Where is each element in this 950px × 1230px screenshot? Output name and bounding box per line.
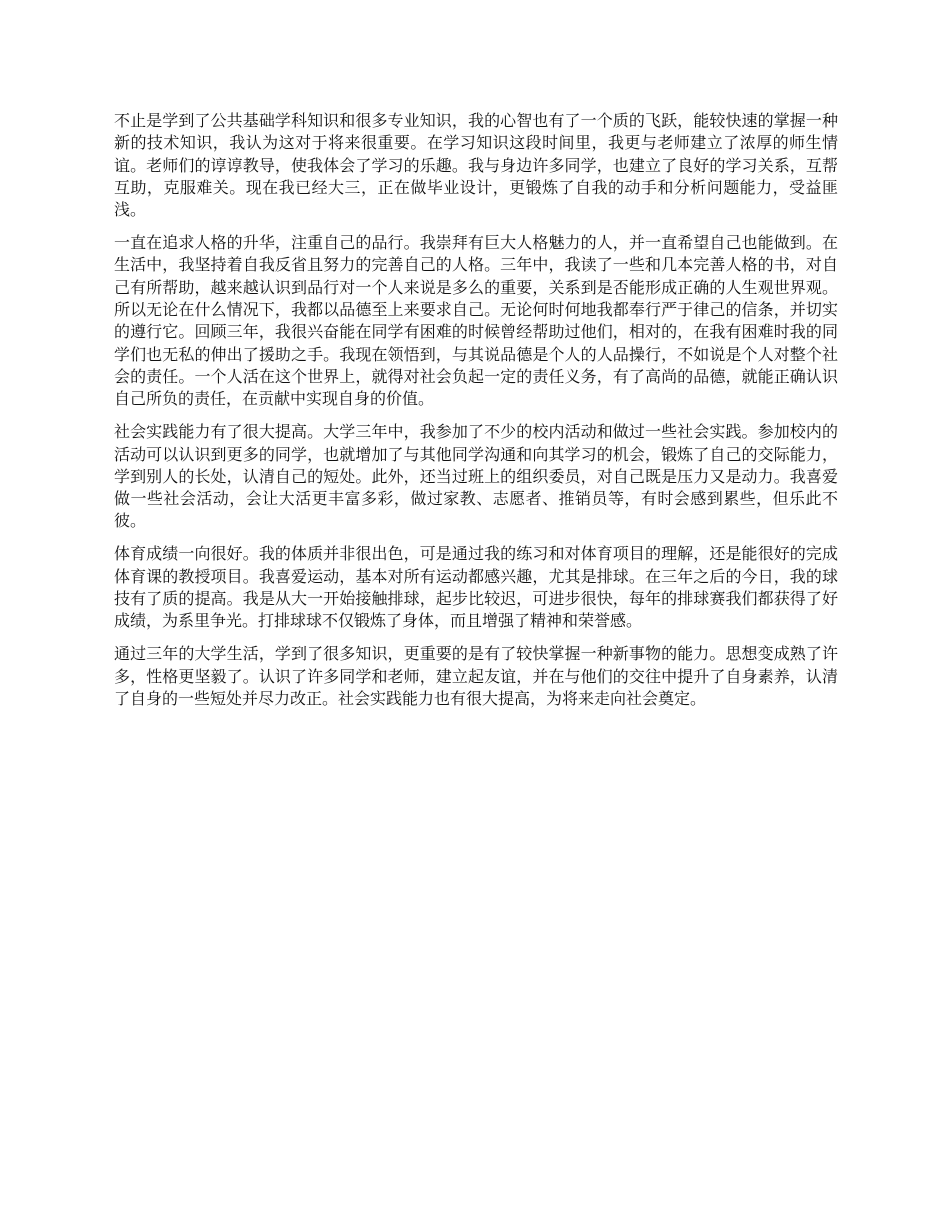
- paragraph-social-practice: 社会实践能力有了很大提高。大学三年中，我参加了不少的校内活动和做过一些社会实践。参加校内的活动可以认识到更多的同学，也就增加了与其他同学沟通和向其学习的机会，锻炼了自己的交际能力，学到别人的长处，认清自己的短处。此外，还当过班上的组织委员，对自己既是压力又是动力。我喜爱做一些社会活动，会让大活更丰富多彩，做过家教、志愿者、推销员等，有时会感到累些，但乐此不彼。: [114, 422, 838, 531]
- paragraph-summary: 通过三年的大学生活，学到了很多知识，更重要的是有了较快掌握一种新事物的能力。思想变成熟了许多，性格更坚毅了。认识了许多同学和老师，建立起友谊，并在与他们的交往中提升了自身素养，认清了自身的一些短处并尽力改正。社会实践能力也有很大提高，为将来走向社会奠定。: [114, 644, 838, 708]
- paragraph-study: 不止是学到了公共基础学科知识和很多专业知识，我的心智也有了一个质的飞跃，能较快速的掌握一种新的技术知识，我认为这对于将来很重要。在学习知识这段时间里，我更与老师建立了浓厚的师生情谊。老师们的谆谆教导，使我体会了学习的乐趣。我与身边许多同学，也建立了良好的学习关系，互帮互助，克服难关。现在我已经大三，正在做毕业设计，更锻炼了自我的动手和分析问题能力，受益匪浅。: [114, 111, 838, 220]
- paragraph-character: 一直在追求人格的升华，注重自己的品行。我崇拜有巨大人格魅力的人，并一直希望自己也能做到。在生活中，我坚持着自我反省且努力的完善自己的人格。三年中，我读了一些和几本完善人格的书，对自己有所帮助，越来越认识到品行对一个人来说是多么的重要，关系到是否能形成正确的人生观世界观。所以无论在什么情况下，我都以品德至上来要求自己。无论何时何地我都奉行严于律己的信条，并切实的遵行它。回顾三年，我很兴奋能在同学有困难的时候曾经帮助过他们，相对的，在我有困难时我的同学们也无私的伸出了援助之手。我现在领悟到，与其说品德是个人的人品操行，不如说是个人对整个社会的责任。一个人活在这个世界上，就得对社会负起一定的责任义务，有了高尚的品德，就能正确认识自己所负的责任，在贡献中实现自身的价值。: [114, 233, 838, 409]
- document-body: [114, 110, 838, 721]
- paragraph-sports: 体育成绩一向很好。我的体质并非很出色，可是通过我的练习和对体育项目的理解，还是能很好的完成体育课的教授项目。我喜爱运动，基本对所有运动都感兴趣，尤其是排球。在三年之后的今日，我的球技有了质的提高。我是从大一开始接触排球，起步比较迟，可进步很快，每年的排球赛我们都获得了好成绩，为系里争光。打排球球不仅锻炼了身体，而且增强了精神和荣誉感。: [114, 544, 838, 631]
